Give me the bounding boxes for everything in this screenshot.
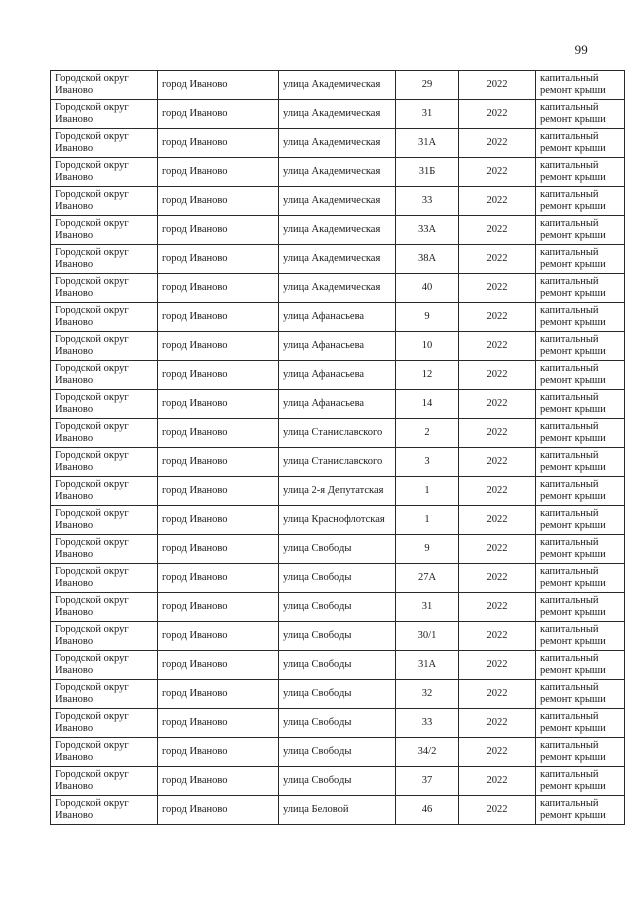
work-type-cell-line: ремонт крыши: [540, 781, 606, 792]
table-row: [51, 129, 625, 158]
house-number-cell: 14: [396, 390, 459, 419]
district-cell-line: Иваново: [55, 114, 94, 125]
district-cell-line: Иваново: [55, 752, 94, 763]
work-type-cell-line: ремонт крыши: [540, 259, 606, 270]
table-body: [51, 71, 625, 825]
street-cell: улица Афанасьева: [279, 390, 396, 419]
work-type-cell: [536, 158, 625, 187]
house-number-cell: 1: [396, 506, 459, 535]
city-cell: город Иваново: [158, 622, 279, 651]
house-number-cell: 9: [396, 303, 459, 332]
district-cell: [51, 535, 158, 564]
work-type-cell-line: ремонт крыши: [540, 288, 606, 299]
work-type-cell-line: капитальный: [540, 392, 599, 403]
district-cell-line: Иваново: [55, 810, 94, 821]
table-row: [51, 477, 625, 506]
work-type-cell: [536, 680, 625, 709]
table-row: [51, 796, 625, 825]
year-cell: 2022: [459, 390, 536, 419]
district-cell-line: Городской округ: [55, 566, 129, 577]
work-type-cell: [536, 390, 625, 419]
street-cell: улица Краснофлотская: [279, 506, 396, 535]
work-type-cell-line: ремонт крыши: [540, 694, 606, 705]
work-type-cell-line: ремонт крыши: [540, 549, 606, 560]
street-cell: улица Академическая: [279, 245, 396, 274]
city-cell: город Иваново: [158, 506, 279, 535]
work-type-cell-line: капитальный: [540, 798, 599, 809]
year-cell: 2022: [459, 216, 536, 245]
work-type-cell-line: ремонт крыши: [540, 85, 606, 96]
street-cell: улица Академическая: [279, 274, 396, 303]
house-number-cell: 29: [396, 71, 459, 100]
district-cell-line: Иваново: [55, 259, 94, 270]
work-type-cell-line: ремонт крыши: [540, 346, 606, 357]
work-type-cell: [536, 419, 625, 448]
street-cell: улица Свободы: [279, 767, 396, 796]
district-cell-line: Городской округ: [55, 508, 129, 519]
work-type-cell-line: капитальный: [540, 711, 599, 722]
district-cell: [51, 332, 158, 361]
table-row: [51, 535, 625, 564]
street-cell: улица Академическая: [279, 187, 396, 216]
table-row: [51, 71, 625, 100]
street-cell: улица Свободы: [279, 535, 396, 564]
year-cell: 2022: [459, 477, 536, 506]
city-cell: город Иваново: [158, 738, 279, 767]
table-row: [51, 274, 625, 303]
work-type-cell: [536, 100, 625, 129]
house-number-cell: 34/2: [396, 738, 459, 767]
work-type-cell: [536, 274, 625, 303]
district-cell-line: Иваново: [55, 85, 94, 96]
district-cell: [51, 796, 158, 825]
work-type-cell-line: ремонт крыши: [540, 375, 606, 386]
work-type-cell: [536, 71, 625, 100]
house-number-cell: 38А: [396, 245, 459, 274]
city-cell: город Иваново: [158, 158, 279, 187]
house-number-cell: 33А: [396, 216, 459, 245]
year-cell: 2022: [459, 419, 536, 448]
year-cell: 2022: [459, 709, 536, 738]
street-cell: улица Беловой: [279, 796, 396, 825]
table-row: [51, 158, 625, 187]
table-row: [51, 622, 625, 651]
work-type-cell-line: капитальный: [540, 682, 599, 693]
house-number-cell: 46: [396, 796, 459, 825]
work-type-cell-line: ремонт крыши: [540, 520, 606, 531]
year-cell: 2022: [459, 361, 536, 390]
street-cell: улица Афанасьева: [279, 361, 396, 390]
work-type-cell-line: капитальный: [540, 102, 599, 113]
district-cell: [51, 477, 158, 506]
district-cell: [51, 506, 158, 535]
work-type-cell-line: капитальный: [540, 653, 599, 664]
house-number-cell: 33: [396, 709, 459, 738]
district-cell: [51, 187, 158, 216]
district-cell-line: Иваново: [55, 201, 94, 212]
work-type-cell-line: капитальный: [540, 740, 599, 751]
street-cell: улица Свободы: [279, 593, 396, 622]
city-cell: город Иваново: [158, 100, 279, 129]
district-cell-line: Городской округ: [55, 769, 129, 780]
work-type-cell-line: капитальный: [540, 624, 599, 635]
district-cell-line: Городской округ: [55, 276, 129, 287]
work-type-cell-line: ремонт крыши: [540, 114, 606, 125]
house-number-cell: 1: [396, 477, 459, 506]
work-type-cell-line: ремонт крыши: [540, 462, 606, 473]
street-cell: улица Свободы: [279, 709, 396, 738]
work-type-cell: [536, 564, 625, 593]
district-cell-line: Городской округ: [55, 218, 129, 229]
city-cell: город Иваново: [158, 187, 279, 216]
district-cell: [51, 419, 158, 448]
house-number-cell: 37: [396, 767, 459, 796]
work-type-cell-line: ремонт крыши: [540, 491, 606, 502]
work-type-cell-line: капитальный: [540, 769, 599, 780]
work-type-cell: [536, 709, 625, 738]
district-cell: [51, 651, 158, 680]
house-number-cell: 33: [396, 187, 459, 216]
city-cell: город Иваново: [158, 448, 279, 477]
table-row: [51, 245, 625, 274]
house-number-cell: 31А: [396, 651, 459, 680]
city-cell: город Иваново: [158, 680, 279, 709]
district-cell-line: Иваново: [55, 143, 94, 154]
work-type-cell-line: ремонт крыши: [540, 433, 606, 444]
district-cell-line: Городской округ: [55, 450, 129, 461]
city-cell: город Иваново: [158, 767, 279, 796]
year-cell: 2022: [459, 593, 536, 622]
district-cell: [51, 158, 158, 187]
street-cell: улица Афанасьева: [279, 332, 396, 361]
district-cell-line: Городской округ: [55, 653, 129, 664]
work-type-cell-line: капитальный: [540, 189, 599, 200]
year-cell: 2022: [459, 506, 536, 535]
table-row: [51, 709, 625, 738]
work-type-cell-line: ремонт крыши: [540, 636, 606, 647]
district-cell-line: Иваново: [55, 288, 94, 299]
city-cell: город Иваново: [158, 651, 279, 680]
district-cell-line: Иваново: [55, 172, 94, 183]
work-type-cell-line: капитальный: [540, 537, 599, 548]
district-cell-line: Иваново: [55, 462, 94, 473]
repair-schedule-table: [50, 70, 625, 825]
street-cell: улица Академическая: [279, 129, 396, 158]
city-cell: город Иваново: [158, 361, 279, 390]
district-cell-line: Иваново: [55, 665, 94, 676]
table-row: [51, 390, 625, 419]
table-row: [51, 564, 625, 593]
street-cell: улица Академическая: [279, 100, 396, 129]
district-cell-line: Городской округ: [55, 189, 129, 200]
street-cell: улица Академическая: [279, 71, 396, 100]
work-type-cell: [536, 477, 625, 506]
work-type-cell: [536, 622, 625, 651]
city-cell: город Иваново: [158, 796, 279, 825]
city-cell: город Иваново: [158, 71, 279, 100]
year-cell: 2022: [459, 303, 536, 332]
city-cell: город Иваново: [158, 390, 279, 419]
house-number-cell: 31Б: [396, 158, 459, 187]
house-number-cell: 2: [396, 419, 459, 448]
work-type-cell: [536, 448, 625, 477]
work-type-cell: [536, 506, 625, 535]
work-type-cell-line: ремонт крыши: [540, 752, 606, 763]
work-type-cell-line: капитальный: [540, 421, 599, 432]
district-cell-line: Иваново: [55, 607, 94, 618]
district-cell: [51, 245, 158, 274]
work-type-cell-line: ремонт крыши: [540, 143, 606, 154]
district-cell-line: Иваново: [55, 317, 94, 328]
district-cell-line: Городской округ: [55, 305, 129, 316]
house-number-cell: 12: [396, 361, 459, 390]
city-cell: город Иваново: [158, 709, 279, 738]
work-type-cell-line: ремонт крыши: [540, 578, 606, 589]
work-type-cell: [536, 216, 625, 245]
work-type-cell-line: ремонт крыши: [540, 230, 606, 241]
work-type-cell-line: ремонт крыши: [540, 404, 606, 415]
district-cell: [51, 129, 158, 158]
district-cell: [51, 622, 158, 651]
work-type-cell-line: капитальный: [540, 276, 599, 287]
work-type-cell-line: капитальный: [540, 247, 599, 258]
table-row: [51, 680, 625, 709]
table-row: [51, 738, 625, 767]
district-cell: [51, 709, 158, 738]
district-cell: [51, 593, 158, 622]
street-cell: улица Афанасьева: [279, 303, 396, 332]
district-cell: [51, 738, 158, 767]
district-cell-line: Городской округ: [55, 73, 129, 84]
table-row: [51, 187, 625, 216]
district-cell-line: Городской округ: [55, 479, 129, 490]
city-cell: город Иваново: [158, 245, 279, 274]
table-row: [51, 303, 625, 332]
house-number-cell: 3: [396, 448, 459, 477]
work-type-cell-line: капитальный: [540, 508, 599, 519]
year-cell: 2022: [459, 274, 536, 303]
street-cell: улица 2-я Депутатская: [279, 477, 396, 506]
year-cell: 2022: [459, 332, 536, 361]
year-cell: 2022: [459, 680, 536, 709]
work-type-cell: [536, 303, 625, 332]
street-cell: улица Академическая: [279, 158, 396, 187]
street-cell: улица Свободы: [279, 651, 396, 680]
table-row: [51, 361, 625, 390]
work-type-cell: [536, 187, 625, 216]
work-type-cell-line: ремонт крыши: [540, 665, 606, 676]
year-cell: 2022: [459, 738, 536, 767]
work-type-cell-line: капитальный: [540, 305, 599, 316]
year-cell: 2022: [459, 564, 536, 593]
year-cell: 2022: [459, 245, 536, 274]
house-number-cell: 30/1: [396, 622, 459, 651]
house-number-cell: 9: [396, 535, 459, 564]
table-row: [51, 332, 625, 361]
city-cell: город Иваново: [158, 535, 279, 564]
district-cell-line: Иваново: [55, 375, 94, 386]
table-row: [51, 216, 625, 245]
district-cell: [51, 448, 158, 477]
district-cell: [51, 361, 158, 390]
year-cell: 2022: [459, 767, 536, 796]
house-number-cell: 31: [396, 100, 459, 129]
year-cell: 2022: [459, 100, 536, 129]
street-cell: улица Академическая: [279, 216, 396, 245]
district-cell-line: Иваново: [55, 404, 94, 415]
district-cell-line: Городской округ: [55, 421, 129, 432]
city-cell: город Иваново: [158, 216, 279, 245]
work-type-cell-line: капитальный: [540, 334, 599, 345]
district-cell-line: Городской округ: [55, 595, 129, 606]
district-cell-line: Городской округ: [55, 798, 129, 809]
street-cell: улица Свободы: [279, 564, 396, 593]
work-type-cell: [536, 535, 625, 564]
house-number-cell: 10: [396, 332, 459, 361]
city-cell: город Иваново: [158, 332, 279, 361]
city-cell: город Иваново: [158, 419, 279, 448]
city-cell: город Иваново: [158, 593, 279, 622]
district-cell-line: Иваново: [55, 549, 94, 560]
district-cell-line: Иваново: [55, 694, 94, 705]
work-type-cell: [536, 738, 625, 767]
year-cell: 2022: [459, 71, 536, 100]
district-cell-line: Городской округ: [55, 392, 129, 403]
table-row: [51, 593, 625, 622]
district-cell: [51, 71, 158, 100]
district-cell-line: Городской округ: [55, 740, 129, 751]
work-type-cell-line: ремонт крыши: [540, 810, 606, 821]
district-cell-line: Иваново: [55, 578, 94, 589]
year-cell: 2022: [459, 796, 536, 825]
street-cell: улица Станиславского: [279, 419, 396, 448]
table-row: [51, 506, 625, 535]
district-cell: [51, 390, 158, 419]
district-cell: [51, 564, 158, 593]
district-cell-line: Иваново: [55, 433, 94, 444]
work-type-cell-line: ремонт крыши: [540, 317, 606, 328]
work-type-cell: [536, 245, 625, 274]
table-row: [51, 100, 625, 129]
work-type-cell-line: ремонт крыши: [540, 723, 606, 734]
table-row: [51, 448, 625, 477]
page-number: 99: [574, 42, 588, 57]
district-cell-line: Городской округ: [55, 102, 129, 113]
work-type-cell: [536, 593, 625, 622]
district-cell-line: Городской округ: [55, 160, 129, 171]
work-type-cell: [536, 361, 625, 390]
work-type-cell: [536, 796, 625, 825]
work-type-cell-line: капитальный: [540, 131, 599, 142]
district-cell: [51, 216, 158, 245]
year-cell: 2022: [459, 448, 536, 477]
city-cell: город Иваново: [158, 129, 279, 158]
work-type-cell-line: ремонт крыши: [540, 172, 606, 183]
district-cell-line: Городской округ: [55, 131, 129, 142]
work-type-cell-line: капитальный: [540, 363, 599, 374]
work-type-cell-line: ремонт крыши: [540, 201, 606, 212]
street-cell: улица Свободы: [279, 738, 396, 767]
work-type-cell-line: ремонт крыши: [540, 607, 606, 618]
district-cell-line: Городской округ: [55, 537, 129, 548]
city-cell: город Иваново: [158, 303, 279, 332]
work-type-cell: [536, 651, 625, 680]
year-cell: 2022: [459, 187, 536, 216]
work-type-cell-line: капитальный: [540, 218, 599, 229]
work-type-cell: [536, 129, 625, 158]
district-cell-line: Иваново: [55, 230, 94, 241]
table-row: [51, 651, 625, 680]
district-cell: [51, 767, 158, 796]
district-cell: [51, 303, 158, 332]
district-cell-line: Городской округ: [55, 711, 129, 722]
street-cell: улица Станиславского: [279, 448, 396, 477]
district-cell-line: Городской округ: [55, 682, 129, 693]
work-type-cell-line: капитальный: [540, 479, 599, 490]
district-cell-line: Городской округ: [55, 624, 129, 635]
work-type-cell-line: капитальный: [540, 450, 599, 461]
work-type-cell-line: капитальный: [540, 566, 599, 577]
work-type-cell: [536, 767, 625, 796]
house-number-cell: 32: [396, 680, 459, 709]
district-cell-line: Иваново: [55, 520, 94, 531]
year-cell: 2022: [459, 158, 536, 187]
city-cell: город Иваново: [158, 564, 279, 593]
house-number-cell: 27А: [396, 564, 459, 593]
year-cell: 2022: [459, 129, 536, 158]
street-cell: улица Свободы: [279, 622, 396, 651]
district-cell-line: Городской округ: [55, 247, 129, 258]
work-type-cell: [536, 332, 625, 361]
district-cell-line: Иваново: [55, 781, 94, 792]
table-row: [51, 419, 625, 448]
city-cell: город Иваново: [158, 274, 279, 303]
work-type-cell-line: капитальный: [540, 160, 599, 171]
house-number-cell: 31: [396, 593, 459, 622]
street-cell: улица Свободы: [279, 680, 396, 709]
district-cell-line: Городской округ: [55, 363, 129, 374]
district-cell-line: Городской округ: [55, 334, 129, 345]
district-cell: [51, 680, 158, 709]
house-number-cell: 40: [396, 274, 459, 303]
district-cell: [51, 100, 158, 129]
house-number-cell: 31А: [396, 129, 459, 158]
table-row: [51, 767, 625, 796]
district-cell-line: Иваново: [55, 346, 94, 357]
year-cell: 2022: [459, 535, 536, 564]
district-cell: [51, 274, 158, 303]
year-cell: 2022: [459, 651, 536, 680]
work-type-cell-line: капитальный: [540, 73, 599, 84]
work-type-cell-line: капитальный: [540, 595, 599, 606]
district-cell-line: Иваново: [55, 491, 94, 502]
year-cell: 2022: [459, 622, 536, 651]
district-cell-line: Иваново: [55, 723, 94, 734]
district-cell-line: Иваново: [55, 636, 94, 647]
city-cell: город Иваново: [158, 477, 279, 506]
